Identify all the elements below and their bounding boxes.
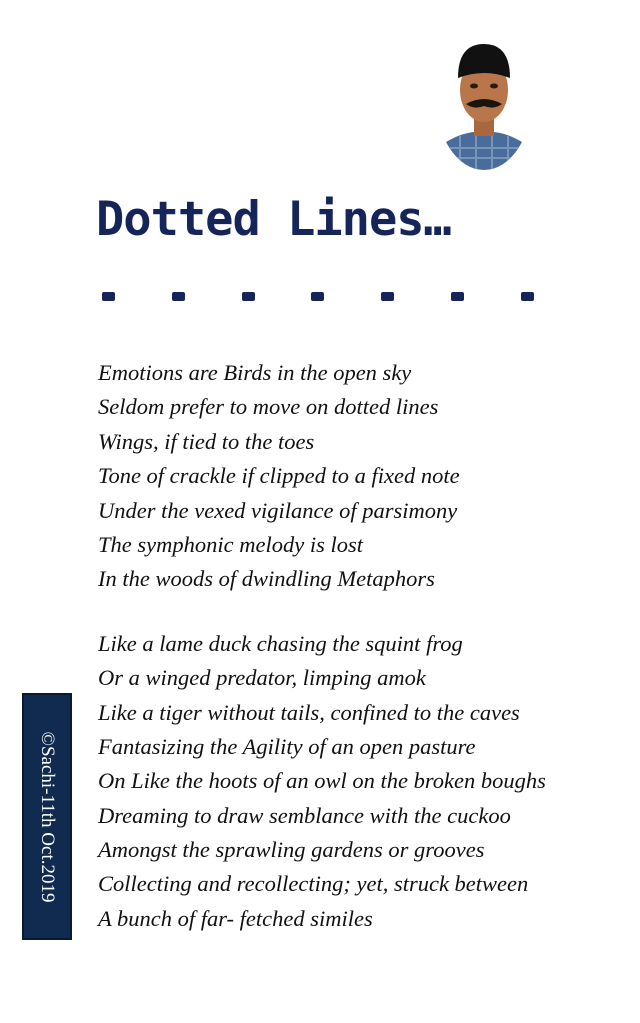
poem-line: Tone of crackle if clipped to a fixed note bbox=[98, 463, 460, 489]
dotted-line-divider bbox=[102, 286, 534, 306]
copyright-badge bbox=[22, 693, 72, 940]
divider-dot bbox=[451, 292, 464, 301]
poem-line: Dreaming to draw semblance with the cuckoo bbox=[98, 802, 511, 828]
poem-body bbox=[98, 356, 546, 936]
divider-dot bbox=[381, 292, 394, 301]
divider-dot bbox=[242, 292, 255, 301]
stanza-2 bbox=[98, 627, 546, 937]
poem-line: Or a winged predator, limping amok bbox=[98, 665, 426, 691]
divider-dot bbox=[521, 292, 534, 301]
stanza-1 bbox=[98, 356, 546, 597]
poem-line: The symphonic melody is lost bbox=[98, 531, 363, 557]
poem-line: Amongst the sprawling gardens or grooves bbox=[98, 837, 485, 863]
poem-line: Fantasizing the Agility of an open pasture bbox=[98, 733, 476, 759]
poem-line: On Like the hoots of an owl on the broken boughs bbox=[98, 768, 546, 794]
stanza-gap bbox=[98, 597, 546, 627]
poem-line: A bunch of far- fetched similes bbox=[98, 905, 373, 931]
poem-line: Like a tiger without tails, confined to the caves bbox=[98, 699, 520, 725]
divider-dot bbox=[102, 292, 115, 301]
author-portrait-icon bbox=[436, 38, 532, 170]
divider-dot bbox=[311, 292, 324, 301]
copyright-text: ©Sachi-11th Oct.2019 bbox=[37, 731, 58, 902]
poem-line: Collecting and recollecting; yet, struck between bbox=[98, 871, 529, 897]
author-photo bbox=[436, 38, 532, 170]
poem-line: Wings, if tied to the toes bbox=[98, 428, 315, 454]
poem-line: Under the vexed vigilance of parsimony bbox=[98, 497, 458, 523]
poem-line: Seldom prefer to move on dotted lines bbox=[98, 394, 439, 420]
poem-title: Dotted Lines… bbox=[96, 192, 451, 247]
poem-line: Emotions are Birds in the open sky bbox=[98, 360, 412, 385]
poem-line: In the woods of dwindling Metaphors bbox=[98, 566, 435, 592]
divider-dot bbox=[172, 292, 185, 301]
poem-line: Like a lame duck chasing the squint frog bbox=[98, 630, 463, 656]
